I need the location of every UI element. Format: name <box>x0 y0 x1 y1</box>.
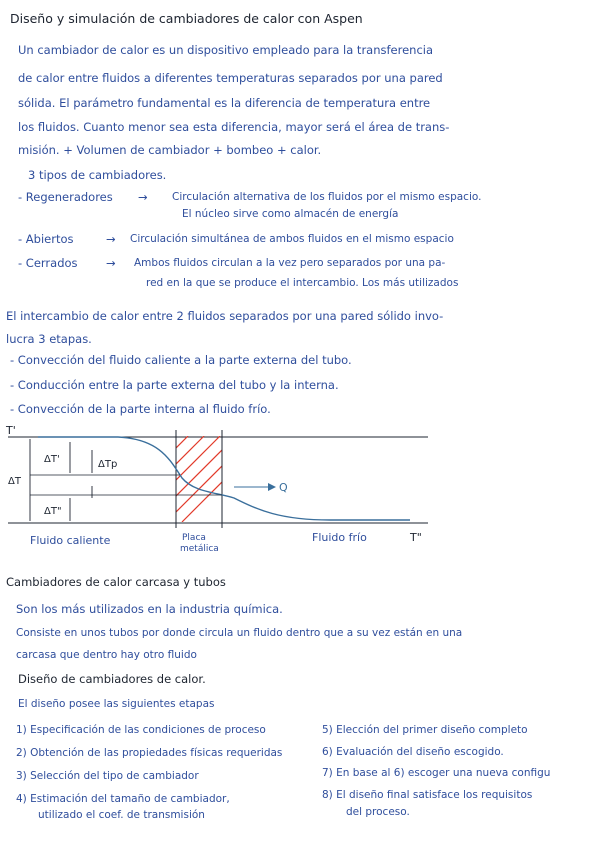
exchange-step: - Convección del fluido caliente a la parte externa del tubo. <box>10 353 352 367</box>
design-heading: Diseño de cambiadores de calor. <box>18 672 206 686</box>
type-name: - Abiertos <box>18 232 74 246</box>
shell-heading: Cambiadores de calor carcasa y tubos <box>6 575 226 589</box>
page-title: Diseño y simulación de cambiadores de calor con Aspen <box>10 11 363 26</box>
heat-transfer-diagram <box>0 420 600 560</box>
delta-t2-label: ΔT" <box>44 506 62 517</box>
types-heading: 3 tipos de cambiadores. <box>28 168 167 182</box>
intro-line: misión. + Volumen de cambiador + bombeo + calor. <box>18 143 322 157</box>
exchange-step: - Convección de la parte interna al fluido frío. <box>10 402 271 416</box>
type-name: - Cerrados <box>18 256 78 270</box>
arrow-icon: → <box>106 256 116 270</box>
design-step: 6) Evaluación del diseño escogido. <box>322 746 504 758</box>
design-step: utilizado el coef. de transmisión <box>38 809 205 821</box>
design-step: 2) Obtención de las propiedades físicas requeridas <box>16 747 283 759</box>
shell-line: Consiste en unos tubos por donde circula un fluido dentro que a su vez están en una <box>16 627 463 639</box>
delta-t-label: ΔT <box>8 476 21 487</box>
temperature-curve <box>38 437 410 520</box>
wall-label: metálica <box>180 544 219 554</box>
wall-hatch <box>102 436 268 522</box>
metal-wall <box>102 430 268 528</box>
shell-line: carcasa que dentro hay otro fluido <box>16 649 197 661</box>
exchange-step: - Conducción entre la parte externa del tubo y la interna. <box>10 378 339 392</box>
exchange-line: El intercambio de calor entre 2 fluidos separados por una pared sólido invo- <box>6 309 444 323</box>
cold-fluid-label: Fluido frío <box>312 531 367 544</box>
design-step: 8) El diseño final satisface los requisitos <box>322 789 533 801</box>
delta-t1-label: ΔT' <box>44 454 60 465</box>
design-step: 7) En base al 6) escoger una nueva configu <box>322 767 551 779</box>
q-label: Q <box>279 481 288 494</box>
type-desc: Ambos fluidos circulan a la vez pero separados por una pa- <box>134 257 446 269</box>
design-step: del proceso. <box>346 806 410 818</box>
type-desc: El núcleo sirve como almacén de energía <box>182 208 399 220</box>
shell-line: Son los más utilizados en la industria química. <box>16 602 283 616</box>
design-step: 4) Estimación del tamaño de cambiador, <box>16 793 230 805</box>
intro-line: sólida. El parámetro fundamental es la diferencia de temperatura entre <box>18 96 431 110</box>
design-step: 3) Selección del tipo de cambiador <box>16 770 199 782</box>
design-step: 5) Elección del primer diseño completo <box>322 724 528 736</box>
intro-line: de calor entre fluidos a diferentes temperaturas separados por una pared <box>18 71 443 85</box>
intro-line: Un cambiador de calor es un dispositivo empleado para la transferencia <box>18 43 434 57</box>
delta-tp-label: ΔTp <box>98 459 118 470</box>
t-cold-label: T" <box>410 531 422 544</box>
arrow-icon: → <box>106 232 116 246</box>
type-desc: red en la que se produce el intercambio. Los más utilizados <box>146 277 459 289</box>
exchange-line: lucra 3 etapas. <box>6 332 92 346</box>
arrow-icon: → <box>138 190 148 204</box>
type-desc: Circulación alternativa de los fluidos por el mismo espacio. <box>172 191 482 203</box>
wall-label: Placa <box>182 533 206 543</box>
t-hot-label: T' <box>6 424 16 437</box>
design-subheading: El diseño posee las siguientes etapas <box>18 698 215 710</box>
type-name: - Regeneradores <box>18 190 113 204</box>
intro-line: los fluidos. Cuanto menor sea esta diferencia, mayor será el área de trans- <box>18 120 450 134</box>
design-step: 1) Especificación de las condiciones de proceso <box>16 724 266 736</box>
type-desc: Circulación simultánea de ambos fluidos en el mismo espacio <box>130 233 454 245</box>
hot-fluid-label: Fluido caliente <box>30 534 111 547</box>
